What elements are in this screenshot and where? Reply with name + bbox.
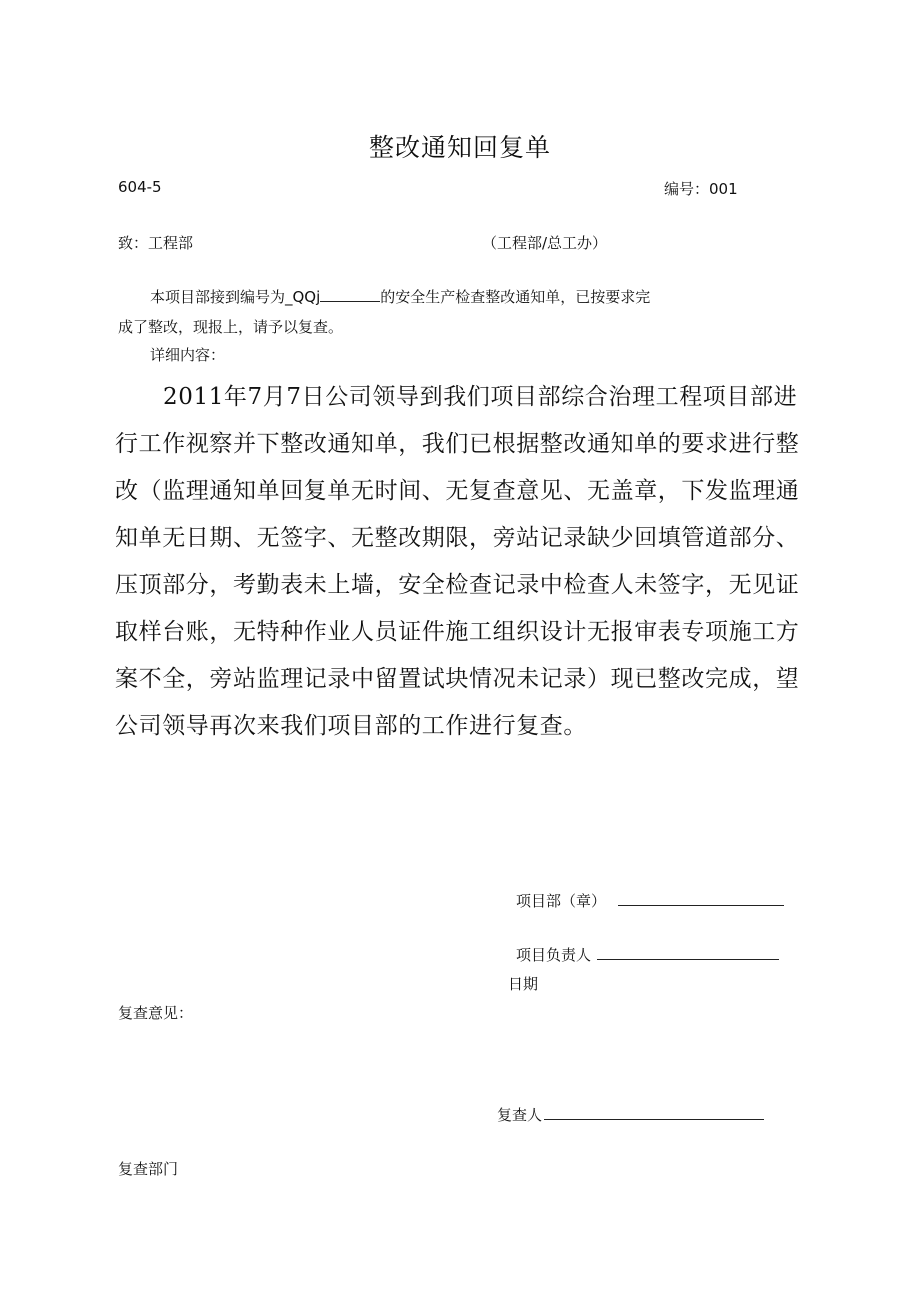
project-dept-seal-row: [516, 890, 784, 911]
serial-number: 编号：001: [664, 180, 738, 198]
reviewer-row: [497, 1104, 764, 1125]
intro-line-2: 成了整改，现报上，请予以复查。: [118, 318, 344, 336]
project-manager-label: 项目负责人: [516, 946, 592, 964]
project-dept-seal-line: [618, 891, 784, 906]
review-opinion-label: 复查意见：: [118, 1004, 194, 1022]
details-text: 2011年7月7日公司领导到我们项目部综合治理工程项目部进行工作视察并下整改通知单，我们已根据整改通知单的要求进行整改（监理通知单回复单无时间、无复查意见、无盖章，下发监理通知单无日期、无签字、无整改期限，旁站记录缺少回填管道部分、压顶部分，考勤表未上墙，安全检查记录中检查人未签字，无见证取样台账，无特种作业人员证件施工组织设计无报审表专项施工方案不全，旁站监理记录中留置试块情况未记录）现已整改完成，望公司领导再次来我们项目部的工作进行复查。: [115, 384, 800, 739]
review-department-label: 复查部门: [118, 1160, 179, 1178]
intro-line-1: [150, 286, 650, 307]
addressee: 致：工程部: [118, 234, 194, 252]
intro-prefix: 本项目部接到编号为_QQj: [150, 288, 321, 306]
project-manager-line: [597, 945, 779, 960]
details-label: 详细内容：: [150, 346, 226, 364]
page-title: 整改通知回复单: [368, 133, 551, 162]
form-code: 604-5: [118, 178, 162, 196]
date-label: 日期: [508, 975, 539, 993]
reviewer-label: 复查人: [497, 1106, 543, 1124]
intro-suffix: 的安全生产检查整改通知单，已按要求完: [380, 288, 651, 306]
project-dept-seal-label: 项目部（章）: [516, 892, 607, 910]
project-manager-row: [516, 944, 779, 965]
addressee-department: （工程部/总工办）: [482, 234, 608, 252]
notice-number-blank: [320, 287, 380, 302]
reviewer-line: [544, 1105, 764, 1120]
